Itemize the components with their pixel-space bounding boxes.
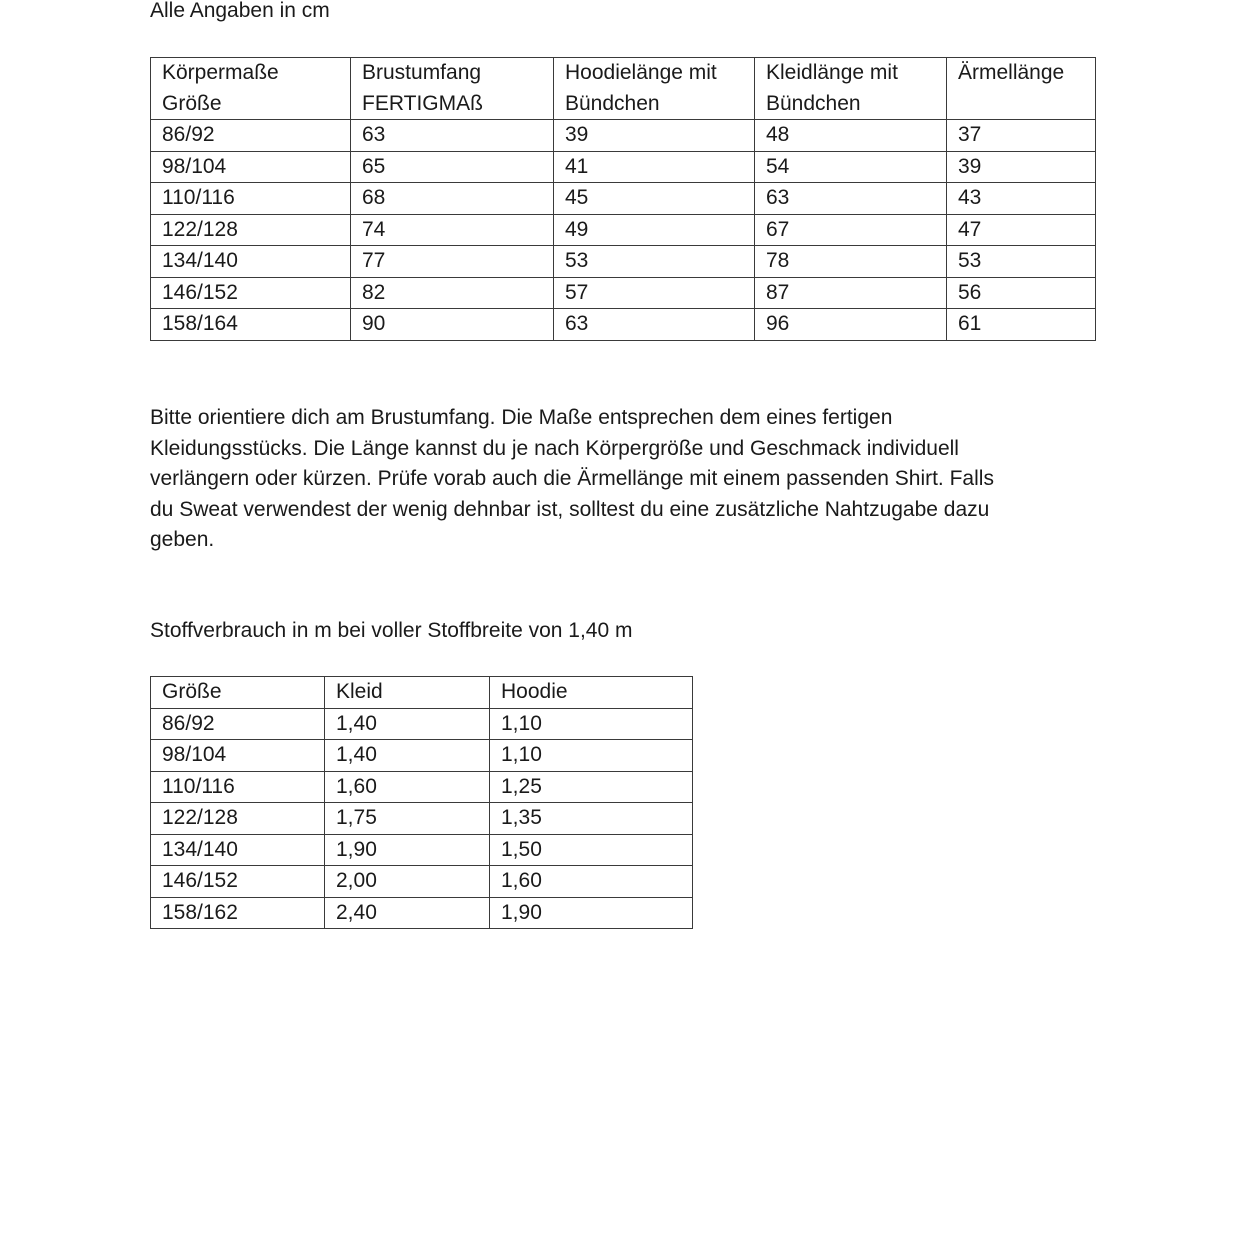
sleeve-length-cell: 39	[947, 151, 1096, 183]
hoodie-length-cell: 53	[554, 246, 755, 278]
size-table	[150, 57, 1096, 341]
table-row	[151, 214, 1096, 246]
table-row	[151, 834, 693, 866]
header-dress: Kleid	[325, 677, 490, 709]
hoodie-fabric-cell: 1,25	[490, 771, 693, 803]
dress-fabric-cell: 1,75	[325, 803, 490, 835]
chest-cell: 65	[351, 151, 554, 183]
dress-length-cell: 96	[755, 309, 947, 341]
chest-cell: 77	[351, 246, 554, 278]
dress-length-cell: 48	[755, 120, 947, 152]
hoodie-length-cell: 57	[554, 277, 755, 309]
size-cell: 98/104	[151, 740, 325, 772]
dress-fabric-cell: 2,40	[325, 897, 490, 929]
sleeve-length-cell: 37	[947, 120, 1096, 152]
sizing-note	[150, 403, 1095, 556]
fabric-heading: Stoffverbrauch in m bei voller Stoffbreite von 1,40 m	[150, 619, 633, 642]
note-line: Bitte orientiere dich am Brustumfang. Die Maße entsprechen dem eines fertigen	[150, 406, 893, 429]
header-hoodie-length: Hoodielänge mit Bündchen	[554, 58, 755, 120]
dress-fabric-cell: 1,60	[325, 771, 490, 803]
size-cell: 158/162	[151, 897, 325, 929]
chest-cell: 90	[351, 309, 554, 341]
table-row	[151, 120, 1096, 152]
hoodie-fabric-cell: 1,60	[490, 866, 693, 898]
sleeve-length-cell: 43	[947, 183, 1096, 215]
hoodie-fabric-cell: 1,50	[490, 834, 693, 866]
size-table-header-row	[151, 58, 1096, 120]
size-cell: 134/140	[151, 834, 325, 866]
table-row	[151, 866, 693, 898]
size-cell: 146/152	[151, 277, 351, 309]
hoodie-length-cell: 39	[554, 120, 755, 152]
table-row	[151, 309, 1096, 341]
dress-fabric-cell: 2,00	[325, 866, 490, 898]
dress-length-cell: 78	[755, 246, 947, 278]
dress-length-cell: 87	[755, 277, 947, 309]
table-row	[151, 183, 1096, 215]
header-size: Größe	[151, 677, 325, 709]
dress-length-cell: 63	[755, 183, 947, 215]
table-row	[151, 897, 693, 929]
header-sleeve-length: Ärmellänge	[947, 58, 1096, 120]
hoodie-fabric-cell: 1,10	[490, 708, 693, 740]
table-row	[151, 277, 1096, 309]
header-chest: Brustumfang FERTIGMAß	[351, 58, 554, 120]
size-cell: 98/104	[151, 151, 351, 183]
table-row	[151, 708, 693, 740]
sleeve-length-cell: 56	[947, 277, 1096, 309]
chest-cell: 68	[351, 183, 554, 215]
size-cell: 86/92	[151, 120, 351, 152]
fabric-table	[150, 676, 693, 929]
size-cell: 86/92	[151, 708, 325, 740]
hoodie-fabric-cell: 1,35	[490, 803, 693, 835]
size-cell: 110/116	[151, 183, 351, 215]
size-cell: 110/116	[151, 771, 325, 803]
hoodie-fabric-cell: 1,90	[490, 897, 693, 929]
table-row	[151, 740, 693, 772]
hoodie-length-cell: 49	[554, 214, 755, 246]
fabric-table-header-row	[151, 677, 693, 709]
sleeve-length-cell: 47	[947, 214, 1096, 246]
table-row	[151, 771, 693, 803]
header-body-size: Körpermaße Größe	[151, 58, 351, 120]
dress-fabric-cell: 1,40	[325, 740, 490, 772]
table-row	[151, 151, 1096, 183]
chest-cell: 82	[351, 277, 554, 309]
hoodie-length-cell: 45	[554, 183, 755, 215]
hoodie-length-cell: 41	[554, 151, 755, 183]
note-line: geben.	[150, 528, 215, 552]
note-line: verlängern oder kürzen. Prüfe vorab auch die Ärmellänge mit einem passenden Shirt. Falls	[150, 467, 994, 491]
size-cell: 146/152	[151, 866, 325, 898]
table-row	[151, 803, 693, 835]
sleeve-length-cell: 61	[947, 309, 1096, 341]
units-heading: Alle Angaben in cm	[150, 0, 330, 22]
size-cell: 122/128	[151, 214, 351, 246]
size-cell: 158/164	[151, 309, 351, 341]
chest-cell: 74	[351, 214, 554, 246]
header-hoodie: Hoodie	[490, 677, 693, 709]
size-cell: 122/128	[151, 803, 325, 835]
size-cell: 134/140	[151, 246, 351, 278]
chest-cell: 63	[351, 120, 554, 152]
dress-fabric-cell: 1,40	[325, 708, 490, 740]
dress-length-cell: 67	[755, 214, 947, 246]
note-line: du Sweat verwendest der wenig dehnbar ist, solltest du eine zusätzliche Nahtzugabe dazu	[150, 497, 990, 521]
note-line: Kleidungsstücks. Die Länge kannst du je nach Körpergröße und Geschmack individuell	[150, 436, 959, 460]
dress-fabric-cell: 1,90	[325, 834, 490, 866]
hoodie-length-cell: 63	[554, 309, 755, 341]
hoodie-fabric-cell: 1,10	[490, 740, 693, 772]
header-dress-length: Kleidlänge mit Bündchen	[755, 58, 947, 120]
table-row	[151, 246, 1096, 278]
sleeve-length-cell: 53	[947, 246, 1096, 278]
dress-length-cell: 54	[755, 151, 947, 183]
